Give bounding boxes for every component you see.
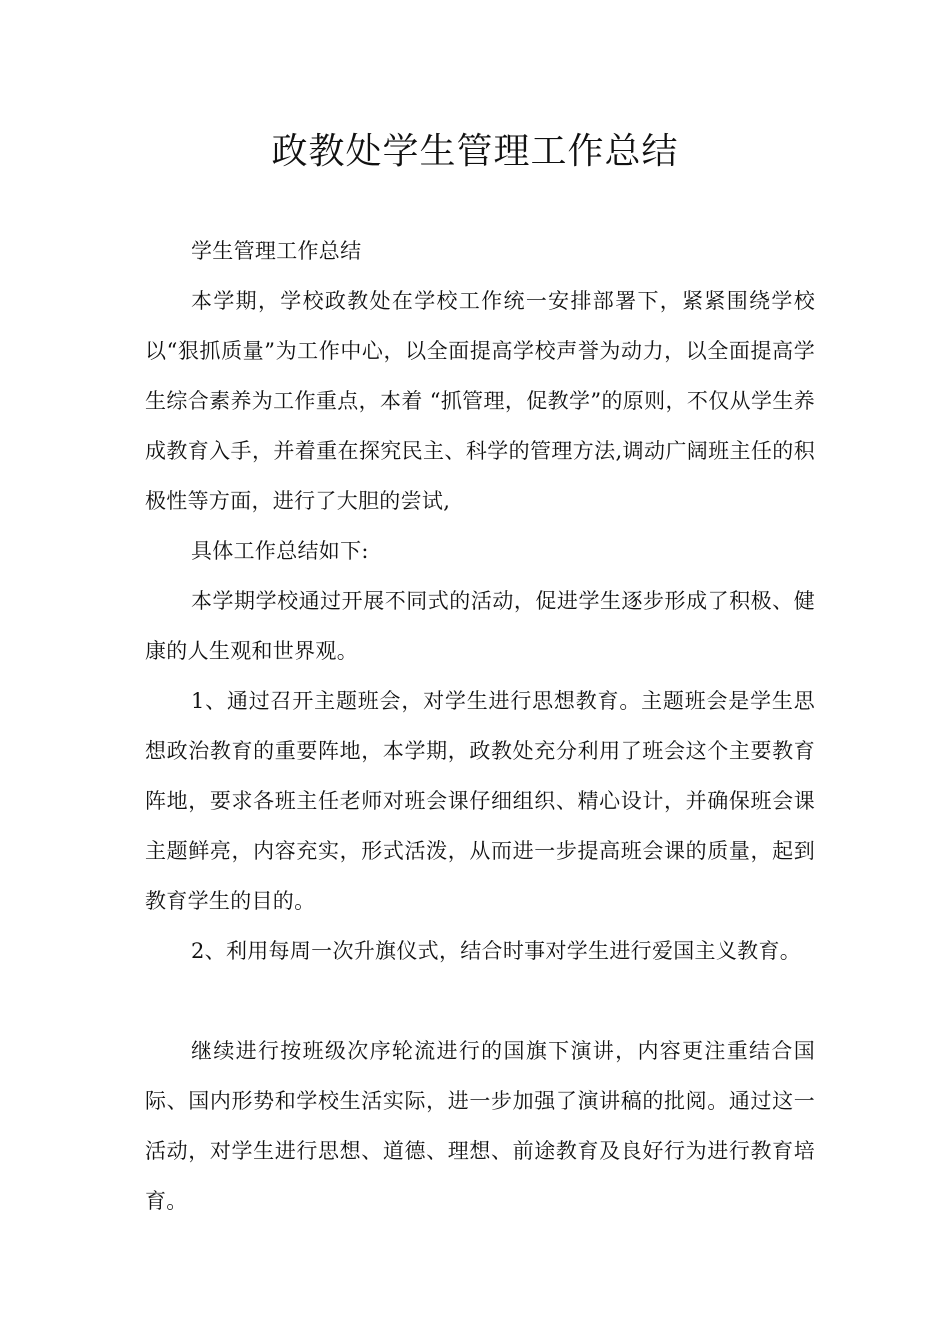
paragraph-item-1: 1、通过召开主题班会，对学生进行思想教育。主题班会是学生思想政治教育的重要阵地，本学期，政教处充分利用了班会这个主要教育阵地，要求各班主任老师对班会课仔细组织、精心设计，并确保班会课主题鲜亮，内容充实，形式活泼，从而进一步提高班会课的质量，起到教育学生的目的。	[145, 689, 815, 913]
paragraph-spacer	[145, 976, 815, 1026]
paragraph-item-2: 2、利用每周一次升旗仪式，结合时事对学生进行爱国主义教育。	[191, 939, 802, 963]
paragraph-summary-lead: 具体工作总结如下:	[191, 539, 369, 563]
section-heading: 学生管理工作总结	[191, 239, 362, 263]
document-title: 政教处学生管理工作总结	[271, 131, 679, 172]
paragraph-speech: 继续进行按班级次序轮流进行的国旗下演讲，内容更注重结合国际、国内形势和学校生活实际，进一步加强了演讲稿的批阅。通过这一活动，对学生进行思想、道德、理想、前途教育及良好行为进行教育培育。	[145, 1039, 815, 1213]
paragraph-activities: 本学期学校通过开展不同式的活动，促进学生逐步形成了积极、健康的人生观和世界观。	[145, 589, 815, 663]
document-body	[145, 226, 815, 1226]
paragraph-intro: 本学期，学校政教处在学校工作统一安排部署下，紧紧围绕学校以“狠抓质量”为工作中心，以全面提高学校声誉为动力，以全面提高学生综合素养为工作重点，本着 “抓管理，促教学”的原则，不仅从学生养成教育入手，并着重在探究民主、科学的管理方法,调动广阔班主任的积极性等方面，进行了大胆的尝试,	[145, 289, 815, 513]
